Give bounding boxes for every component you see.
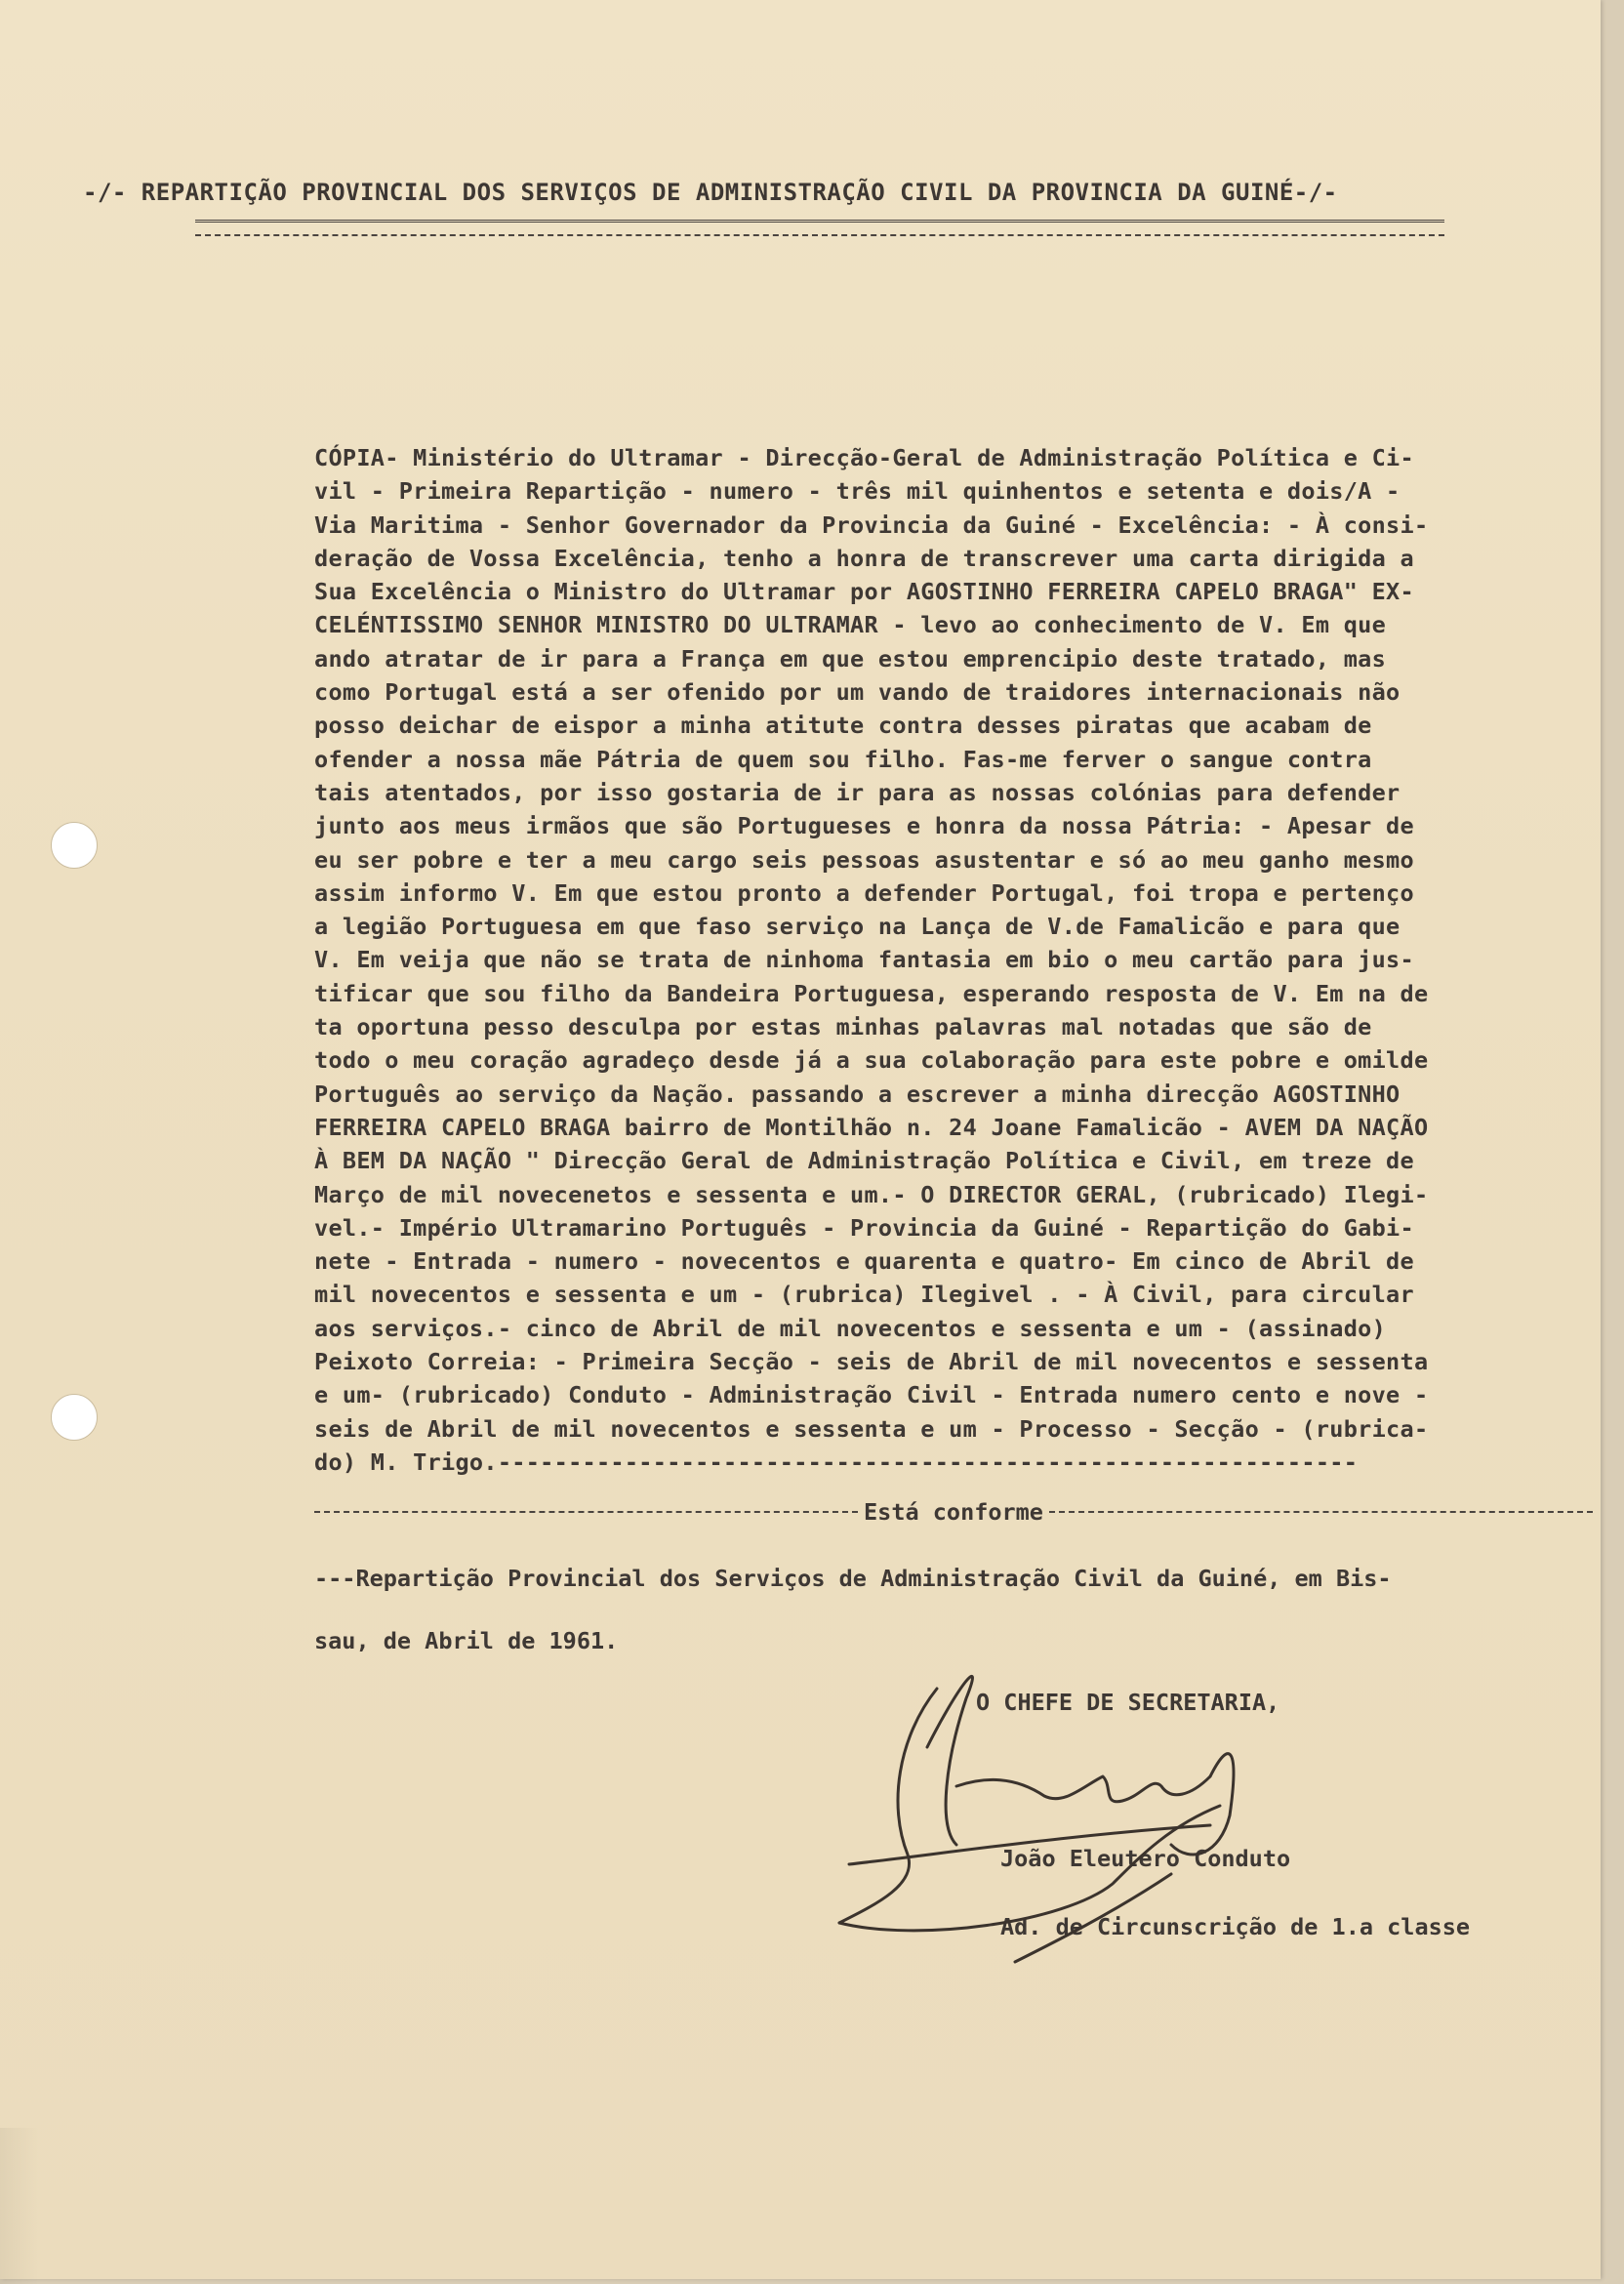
office-place-line: ---Repartição Provincial dos Serviços de Administração Civil da Guiné, em Bis-	[314, 1565, 1392, 1592]
body-line: seis de Abril de mil novecentos e sessenta e um - Processo - Secção - (rubrica-	[314, 1414, 1429, 1443]
conforme-label: Está conforme	[864, 1498, 1043, 1526]
body-line: aos serviços.- cinco de Abril de mil novecentos e sessenta e um - (assinado)	[314, 1314, 1387, 1342]
body-line: assim informo V. Em que estou pronto a defender Portugal, foi tropa e pertenço	[314, 878, 1414, 907]
body-line: Sua Excelência o Ministro do Ultramar por AGOSTINHO FERREIRA CAPELO BRAGA" EX-	[314, 578, 1414, 606]
body-line: ando atratar de ir para a França em que estou emprencipio deste tratado, mas	[314, 644, 1387, 673]
punch-hole	[51, 1394, 98, 1441]
body-line: como Portugal está a ser ofenido por um vando de traidores internacionais não	[314, 678, 1401, 707]
body-line: CELÉNTISSIMO SENHOR MINISTRO DO ULTRAMAR - levo ao conhecimento de V. Em que	[314, 611, 1387, 639]
body-line: do) M. Trigo.-------------------------------------------------------------	[314, 1448, 1359, 1476]
conforme-line	[314, 1495, 1593, 1529]
body-line: ofender a nossa mãe Pátria de quem sou filho. Fas-me ferver o sangue contra	[314, 745, 1372, 773]
body-line: tais atentados, por isso gostaria de ir para as nossas colónias para defender	[314, 778, 1401, 806]
body-line: a legião Portuguesa em que faso serviço na Lança de V.de Famalicão e para que	[314, 913, 1401, 941]
body-line: Peixoto Correia: - Primeira Secção - seis de Abril de mil novecentos e sessenta	[314, 1348, 1429, 1376]
document-body	[314, 441, 1593, 1479]
body-line: eu ser pobre e ter a meu cargo seis pessoas asustentar e só ao meu ganho mesmo	[314, 845, 1414, 874]
body-line: junto aos meus irmãos que são Portugueses e honra da nossa Pátria: - Apesar de	[314, 812, 1414, 840]
signatory-role: Ad. de Circunscrição de 1.a classe	[1000, 1913, 1471, 1940]
body-line: À BEM DA NAÇÃO " Direcção Geral de Administração Política e Civil, em treze de	[314, 1147, 1414, 1175]
body-line: FERREIRA CAPELO BRAGA bairro de Montilhão n. 24 Joane Famalicão - AVEM DA NAÇÃO	[314, 1113, 1429, 1141]
header-rule	[195, 220, 1444, 236]
body-line: vil - Primeira Repartição - numero - três mil quinhentos e setenta e dois/A -	[314, 477, 1401, 506]
signatory-title: O CHEFE DE SECRETARIA,	[976, 1689, 1280, 1716]
body-line: nete - Entrada - numero - novecentos e quarenta e quatro- Em cinco de Abril de	[314, 1247, 1414, 1276]
document-header: -/- REPARTIÇÃO PROVINCIAL DOS SERVIÇOS DE ADMINISTRAÇÃO CIVIL DA PROVINCIA DA GUINÉ-/-	[83, 179, 1338, 206]
handwritten-signature	[820, 1630, 1327, 1981]
body-line: mil novecentos e sessenta e um - (rubrica) Ilegivel . - À Civil, para circular	[314, 1281, 1414, 1309]
body-line: tificar que sou filho da Bandeira Portuguesa, esperando resposta de V. Em na de	[314, 979, 1429, 1007]
body-line: posso deichar de eispor a minha atitute contra desses piratas que acabam de	[314, 712, 1372, 740]
dashed-rule	[1049, 1511, 1593, 1513]
dashed-rule	[314, 1511, 858, 1513]
paper-crease	[0, 2128, 39, 2284]
body-line: CÓPIA- Ministério do Ultramar - Direcção-Geral de Administração Política e Ci-	[314, 444, 1414, 471]
signatory-name: João Eleutero Conduto	[1000, 1845, 1291, 1872]
body-line: vel.- Império Ultramarino Português - Provincia da Guiné - Repartição do Gabi-	[314, 1213, 1414, 1242]
body-line: Português ao serviço da Nação. passando a escrever a minha direcção AGOSTINHO	[314, 1080, 1401, 1108]
body-line: e um- (rubricado) Conduto - Administração Civil - Entrada numero cento e nove -	[314, 1381, 1429, 1409]
body-line: todo o meu coração agradeço desde já a sua colaboração para este pobre e omilde	[314, 1046, 1429, 1075]
punch-hole	[51, 822, 98, 869]
body-line: Via Maritima - Senhor Governador da Provincia da Guiné - Excelência: - À consi-	[314, 510, 1429, 539]
date-line: sau, de Abril de 1961.	[314, 1627, 619, 1654]
body-line: Março de mil novecenetos e sessenta e um.- O DIRECTOR GERAL, (rubricado) Ilegi-	[314, 1180, 1429, 1208]
body-line: deração de Vossa Excelência, tenho a honra de transcrever uma carta dirigida a	[314, 544, 1414, 572]
body-line: V. Em veija que não se trata de ninhoma fantasia em bio o meu cartão para jus-	[314, 946, 1414, 974]
body-line: ta oportuna pesso desculpa por estas minhas palavras mal notadas que são de	[314, 1013, 1372, 1041]
